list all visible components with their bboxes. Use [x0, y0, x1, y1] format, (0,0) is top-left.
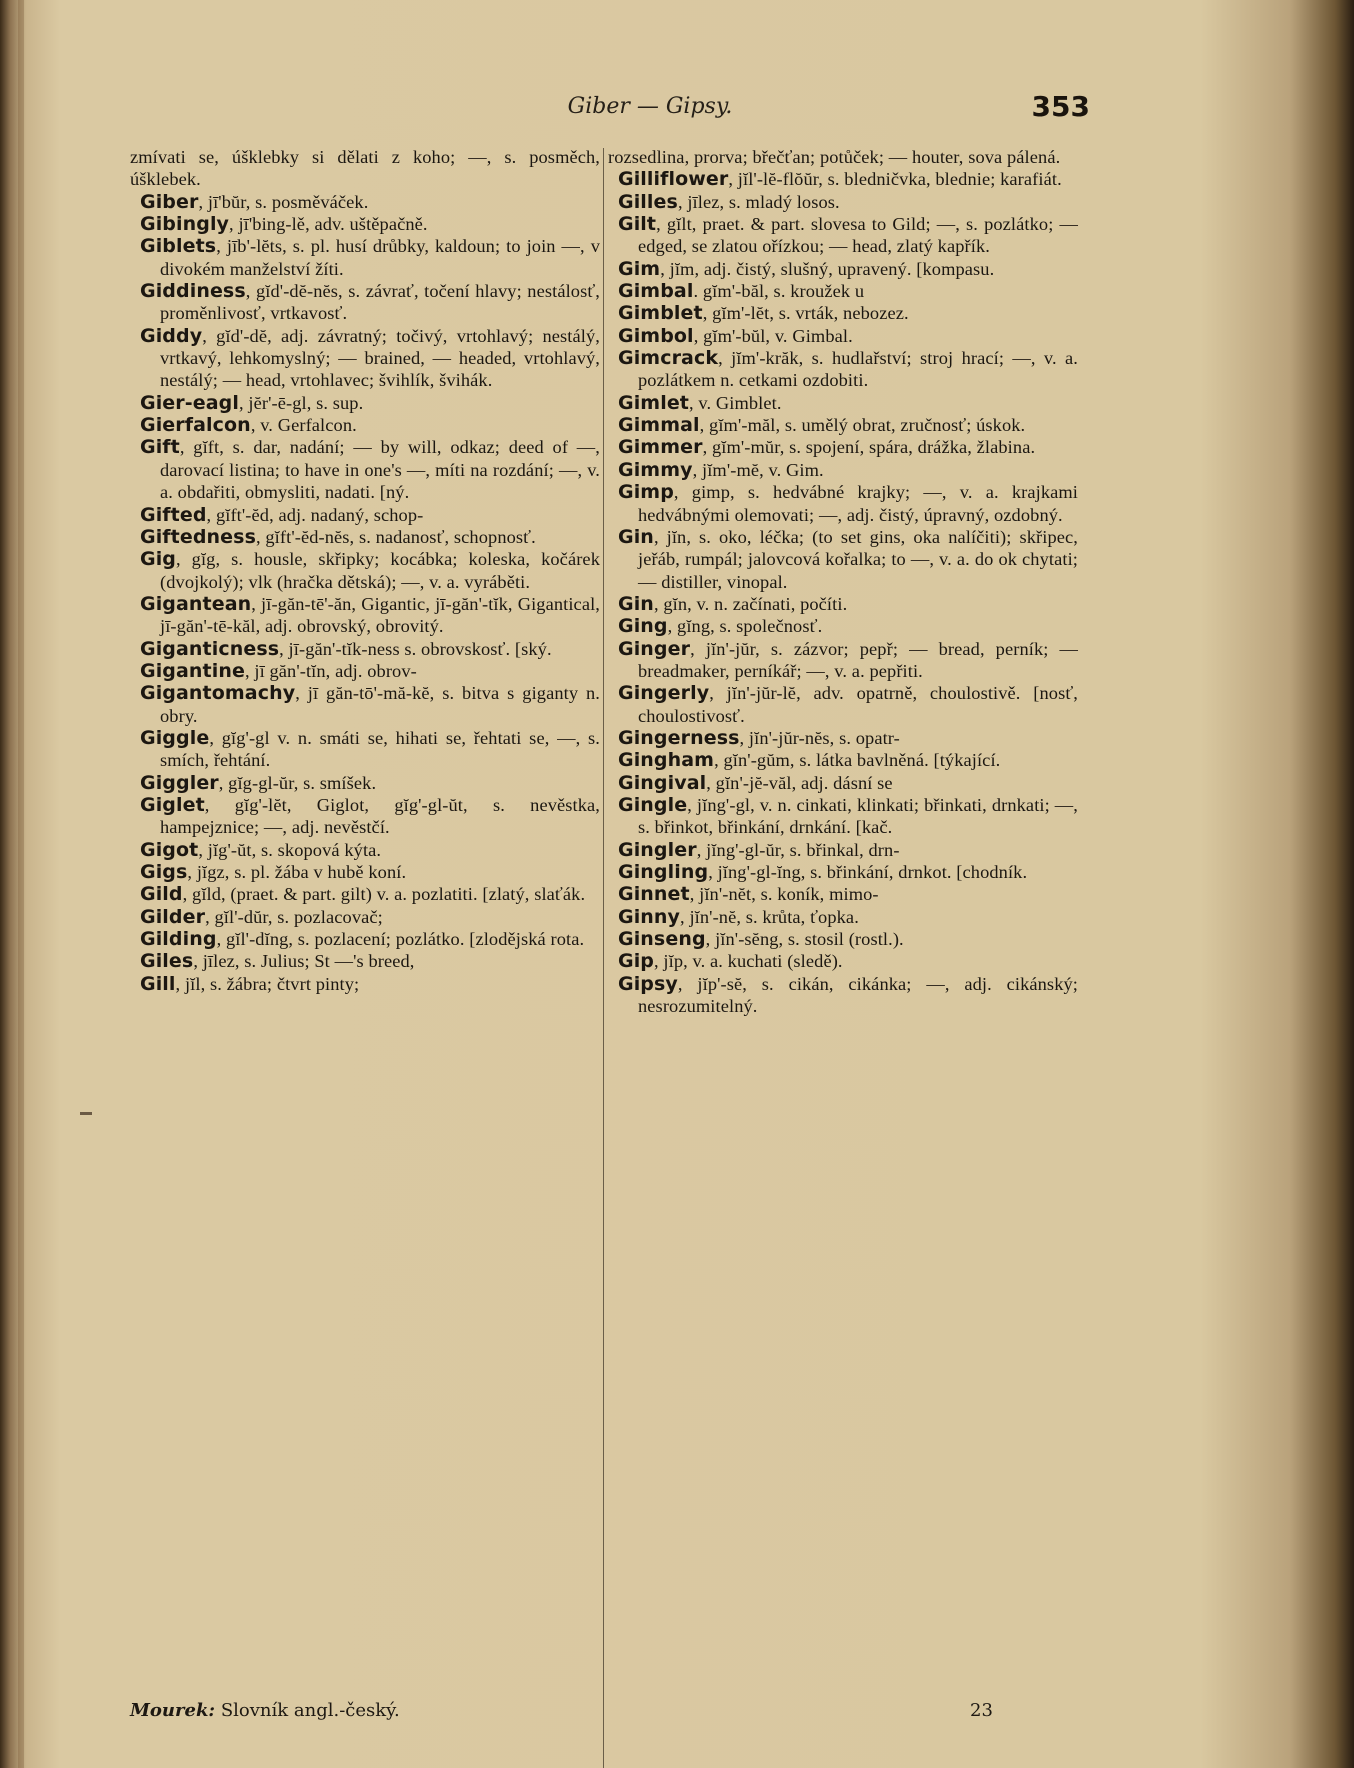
headword: Gimbol: [618, 324, 694, 347]
entry-text: , jī găn-tō'-mă-kĕ, s. bitva s giganty n. obry.: [160, 683, 600, 726]
entry-continuation: [608, 146, 1078, 168]
entry-text: , gĭft'-ĕd-nĕs, s. nadanosť, schopnosť.: [255, 526, 536, 547]
dictionary-entry: [608, 839, 1078, 861]
headword: Gigantine: [140, 659, 245, 682]
dictionary-entry: [608, 861, 1078, 883]
entry-text: rozsedlina, prorva; břečťan; potůček; — houter, sova pálená.: [608, 147, 1061, 167]
entry-text: , gĭn'-jĕ-văl, adj. dásní se: [706, 772, 893, 793]
headword: Gimmy: [618, 458, 693, 481]
dictionary-entry: [608, 906, 1078, 928]
entry-text: , gĭm'-măl, s. umělý obrat, zručnosť; úskok.: [699, 415, 1026, 436]
dictionary-entry: [130, 638, 600, 660]
headword: Gild: [140, 883, 183, 906]
headword: Gilding: [140, 928, 217, 951]
headword: Gilles: [618, 190, 678, 213]
footer-title: Slovník angl.-český.: [220, 1700, 400, 1721]
dictionary-entry: [130, 280, 600, 325]
entry-text: , gĭg, s. housle, skřipky; kocábka; koleska, kočárek (dvojkolý); vlk (hračka dětská); —, v. a. vyráběti.: [160, 549, 600, 592]
dictionary-entry: [608, 526, 1078, 593]
left-column: [130, 146, 600, 995]
headword: Gilt: [618, 213, 657, 236]
headword: Giglet: [140, 793, 205, 816]
dictionary-entry: [608, 168, 1078, 190]
dictionary-entry: [130, 973, 600, 995]
headword: Gigot: [140, 838, 199, 861]
entry-text: , jĭn'-nĕ, s. krůta, ťopka.: [680, 906, 859, 927]
dictionary-entry: [608, 436, 1078, 458]
headword: Gilder: [140, 905, 206, 928]
dictionary-entry: [130, 772, 600, 794]
dictionary-entry: [130, 325, 600, 392]
entry-text: , jĭl, s. žábra; čtvrt pinty;: [175, 973, 360, 994]
dictionary-entry: [130, 504, 600, 526]
dictionary-entry: [130, 235, 600, 280]
dictionary-entry: [130, 414, 600, 436]
headword: Ginny: [618, 905, 681, 928]
headword: Gin: [618, 592, 654, 615]
headword: Gigantomachy: [140, 682, 296, 705]
headword: Giganticness: [140, 637, 280, 660]
entry-text: , jĭm'-krăk, s. hudlařství; stroj hrací; —, v. a. pozlátkem n. cetkami ozdobiti.: [638, 348, 1078, 391]
headword: Gimlet: [618, 391, 689, 414]
headword: Gingle: [618, 793, 688, 816]
headword: Gipsy: [618, 972, 678, 995]
printer-signature: 23: [970, 1700, 993, 1721]
headword: Gim: [618, 257, 661, 280]
dictionary-entry: [608, 772, 1078, 794]
headword: Ging: [618, 615, 668, 638]
headword: Gigantean: [140, 592, 252, 615]
dictionary-entry: [130, 213, 600, 235]
page-header: [130, 90, 1090, 130]
entry-text: , jīlez, s. mladý losos.: [677, 191, 840, 212]
dictionary-entry: [130, 883, 600, 905]
entry-text: , jĭn'-jŭr, s. zázvor; pepř; — bread, perník; — breadmaker, perníkář; —, v. a. pepřiti.: [638, 638, 1078, 681]
entry-text: , gĭl'-dŭr, s. pozlacovač;: [205, 906, 383, 927]
entry-text: , gĭld, (praet. & part. gilt) v. a. pozlatiti. [zlatý, slaťák.: [182, 884, 586, 905]
entry-text: , jī găn'-tĭn, adj. obrov-: [244, 660, 417, 681]
entry-text: , jī-găn'-tĭk-ness s. obrovskosť. [ský.: [279, 638, 552, 659]
dictionary-entry: [130, 682, 600, 727]
entry-text: , jīb'-lĕts, s. pl. husí drůbky, kaldoun; to join —, v divokém manželství žíti.: [160, 236, 600, 279]
headword: Giddy: [140, 324, 203, 347]
headword: Giddiness: [140, 280, 246, 303]
headword: Giftedness: [140, 525, 256, 548]
entry-text: , jĭp, v. a. kuchati (sledě).: [654, 951, 843, 972]
dictionary-entry: [130, 436, 600, 503]
entry-text: , jĭm'-mĕ, v. Gim.: [692, 459, 824, 480]
dictionary-entry: [130, 928, 600, 950]
entry-text: , jĭp'-sĕ, s. cikán, cikánka; —, adj. cikánský; nesrozumitelný.: [638, 973, 1078, 1017]
dictionary-entry: [130, 593, 600, 638]
column-divider: [603, 148, 604, 1768]
dictionary-entry: [608, 794, 1078, 839]
entry-text: , gĭm'-mŭr, s. spojení, spára, drážka, žlabina.: [702, 437, 1036, 458]
entry-text: , gĭm'-bŭl, v. Gimbal.: [693, 325, 853, 346]
dictionary-entry: [130, 191, 600, 213]
dictionary-entry: [608, 973, 1078, 1018]
headword: Giggle: [140, 726, 210, 749]
dictionary-entry: [608, 615, 1078, 637]
entry-text: , gĭn, v. n. začínati, počíti.: [653, 593, 848, 614]
entry-text: , gĭd'-dĕ, adj. závratný; točivý, vrtohlavý; nestálý, vrtkavý, lehkomyslný; — brained, — headed, vrtohlavý, nestálý; — head, vrtohlavec; švihlík, švihák.: [160, 325, 600, 391]
entry-text: , v. Gerfalcon.: [250, 415, 357, 436]
headword: Gifted: [140, 503, 207, 526]
dictionary-entry: [130, 392, 600, 414]
headword: Ginger: [618, 637, 691, 660]
dictionary-entry: [130, 861, 600, 883]
margin-mark: [80, 1112, 92, 1115]
entry-continuation: [130, 146, 600, 191]
headword: Gibingly: [140, 213, 230, 236]
entry-text: , gĭg-gl-ŭr, s. smíšek.: [218, 772, 377, 793]
page-number: 353: [1031, 90, 1090, 123]
headword: Gingler: [618, 838, 697, 861]
dictionary-entry: [608, 325, 1078, 347]
dictionary-entry: [130, 526, 600, 548]
entry-text: , jī'bing-lě, adv. uštěpačně.: [229, 214, 428, 235]
headword: Giber: [140, 190, 199, 213]
dictionary-entry: [130, 906, 600, 928]
headword: Gill: [140, 972, 176, 995]
headword: Gingling: [618, 861, 709, 883]
headword: Gift: [140, 436, 180, 459]
entry-text: , jĭn'-nĕt, s. koník, mimo-: [689, 884, 879, 905]
entry-text: , v. Gimblet.: [689, 392, 782, 413]
entry-text: , gĭg'-gl v. n. smáti se, hihati se, řehtati se, —, s. smích, řehtání.: [160, 727, 600, 771]
dictionary-entry: [608, 302, 1078, 324]
headword: Ginnet: [618, 883, 690, 906]
headword: Gingerness: [618, 726, 740, 749]
dictionary-entry: [608, 258, 1078, 280]
headword: Gimmal: [618, 414, 700, 437]
footer-imprint: [130, 1700, 400, 1721]
dictionary-entry: [130, 950, 600, 972]
entry-text: , gĭng, s. společnosť.: [667, 616, 823, 637]
headword: Gimbal: [618, 280, 694, 303]
entry-text: , jĭg'-ŭt, s. skopová kýta.: [198, 839, 382, 860]
page-fold-shadow: [18, 0, 24, 1768]
entry-text: , jĭng'-gl, v. n. cinkati, klinkati; břinkati, drnkati; —, s. břinkot, břinkání, drnkání. [kač.: [638, 794, 1078, 838]
headword: Gingham: [618, 749, 715, 772]
dictionary-entry: [608, 682, 1078, 727]
entry-text: , gĭg'-lĕt, Giglot, gĭg'-gl-ŭt, s. nevěstka, hampejznice; —, adj. nevěstčí.: [160, 794, 600, 838]
dictionary-entry: [608, 347, 1078, 392]
headword: Gimcrack: [618, 347, 719, 370]
entry-text: , gĭn'-gŭm, s. látka bavlněná. [týkající.: [714, 750, 1001, 771]
headword: Giles: [140, 950, 194, 973]
entry-text: , jĭng'-gl-ĭng, s. břinkání, drnkot. [chodník.: [708, 862, 1028, 882]
headword: Gig: [140, 548, 177, 571]
dictionary-entry: [608, 928, 1078, 950]
running-title: Giber — Gipsy.: [567, 94, 733, 119]
headword: Gier-eagl: [140, 391, 239, 414]
entry-text: , jĕr'-ē-gl, s. sup.: [238, 392, 364, 413]
entry-text: , jĭgz, s. pl. žába v hubě koní.: [187, 862, 407, 882]
entry-text: , jī-găn-tē'-ăn, Gigantic, jī-găn'-tĭk, Gigantical, jī-găn'-tē-kăl, adj. obrovský, obrovitý.: [160, 593, 600, 637]
headword: Gingival: [618, 771, 707, 794]
footer-author: Mourek:: [130, 1700, 216, 1721]
headword: Gimp: [618, 481, 674, 504]
dictionary-entry: [608, 459, 1078, 481]
headword: Gin: [618, 525, 654, 548]
entry-text: , jĭn'-jŭr-lĕ, adv. opatrně, choulostivě. [nosť, choulostivosť.: [638, 683, 1078, 726]
dictionary-entry: [608, 593, 1078, 615]
dictionary-entry: [608, 414, 1078, 436]
entry-text: , gĭlt, praet. & part. slovesa to Gild; —, s. pozlátko; — edged, se zlatou ořízkou; — head, zlatý kapřík.: [638, 214, 1078, 257]
entry-text: , gĭd'-dĕ-nĕs, s. závrať, točení hlavy; nestálosť, proměnlivosť, vrtkavosť.: [160, 281, 600, 324]
right-column: [608, 146, 1078, 1017]
dictionary-entry: [608, 280, 1078, 302]
entry-text: , jĭn, s. oko, léčka; (to set gins, oka nalíčiti); skřipec, jeřáb, rumpál; jalovcová kořalka; to —, v. a. do ok chytati; — distiller, vinopal.: [638, 526, 1078, 592]
entry-text: zmívati se, úšklebky si dělati z koho; —, s. posměch, úšklebek.: [130, 147, 600, 190]
headword: Gilliflower: [618, 168, 729, 191]
headword: Giblets: [140, 235, 217, 258]
entry-text: , jĭn'-sĕng, s. stosil (rostl.).: [705, 929, 904, 950]
dictionary-entry: [130, 548, 600, 593]
entry-text: , gĭm'-lĕt, s. vrták, nebozez.: [702, 303, 909, 324]
dictionary-entry: [130, 839, 600, 861]
entry-text: , gĭl'-dĭng, s. pozlacení; pozlátko. [zlodějská rota.: [216, 929, 585, 950]
entry-text: , gĭft, s. dar, nadání; — by will, odkaz; deed of —, darovací listina; to have in one's —, míti na rozdání; —, v. a. obdařiti, obmysliti, nadati. [ný.: [160, 437, 600, 503]
dictionary-entry: [608, 638, 1078, 683]
dictionary-entry: [608, 749, 1078, 771]
dictionary-entry: [130, 794, 600, 839]
dictionary-entry: [130, 727, 600, 772]
dictionary-entry: [130, 660, 600, 682]
entry-text: , jĭn'-jŭr-nĕs, s. opatr-: [739, 727, 900, 748]
entry-text: , jī'bŭr, s. posměváček.: [198, 191, 369, 212]
headword: Giggler: [140, 771, 219, 794]
headword: Gierfalcon: [140, 414, 251, 437]
headword: Gigs: [140, 861, 188, 883]
entry-text: , jĭm, adj. čistý, slušný, upravený. [kompasu.: [660, 258, 995, 279]
entry-text: , jĭng'-gl-ŭr, s. břinkal, drn-: [696, 839, 900, 860]
entry-text: , gimp, s. hedvábné krajky; —, v. a. krajkami hedvábnými olemovati; —, adj. čistý, úpravný, ozdobný.: [638, 482, 1078, 525]
headword: Ginseng: [618, 928, 706, 951]
dictionary-entry: [608, 392, 1078, 414]
dictionary-entry: [608, 191, 1078, 213]
dictionary-entry: [608, 481, 1078, 526]
headword: Gingerly: [618, 682, 710, 705]
page-footer: [130, 1700, 1090, 1762]
dictionary-entry: [608, 883, 1078, 905]
dictionary-entry: [608, 213, 1078, 258]
dictionary-entry: [608, 727, 1078, 749]
headword: Gip: [618, 950, 655, 973]
entry-text: , jĭl'-lĕ-flŏŭr, s. bledničvka, blednie; karafiát.: [728, 169, 1062, 190]
headword: Gimblet: [618, 302, 703, 325]
entry-text: , gĭft'-ĕd, adj. nadaný, schop-: [206, 504, 424, 525]
entry-text: , jīlez, s. Julius; St —'s breed,: [193, 951, 415, 972]
entry-text: . gĭm'-băl, s. kroužek u: [693, 281, 865, 302]
headword: Gimmer: [618, 436, 703, 459]
dictionary-entry: [608, 950, 1078, 972]
